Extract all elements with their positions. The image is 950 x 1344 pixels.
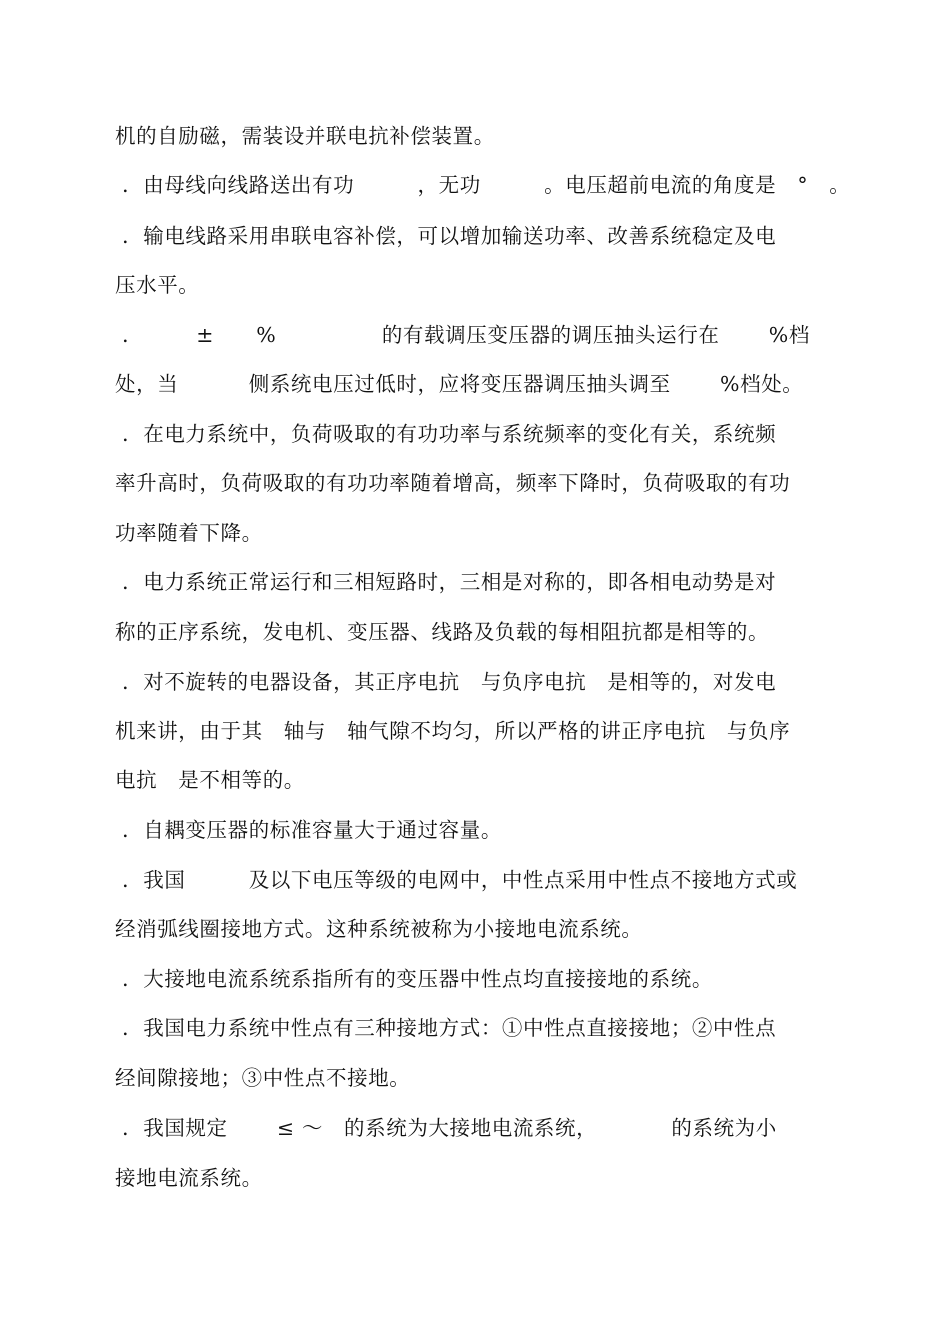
text-line: 机的自励磁，需装设并联电抗补偿装置。 xyxy=(115,124,495,148)
text-line: 经消弧线圈接地方式。这种系统被称为小接地电流系统。 xyxy=(115,917,643,941)
text-line: 处，当 侧系统电压过低时，应将变压器调压抽头调至 %档处。 xyxy=(115,372,804,396)
text-line: ．我国规定 ≤ ～ 的系统为大接地电流系统， 的系统为小 xyxy=(115,1116,777,1140)
text-line: 接地电流系统。 xyxy=(115,1166,263,1190)
text-line: 率升高时，负荷吸取的有功功率随着增高，频率下降时，负荷吸取的有功 xyxy=(115,471,791,495)
text-line: ．我国 及以下电压等级的电网中，中性点采用中性点不接地方式或 xyxy=(115,868,798,892)
text-line: ．大接地电流系统系指所有的变压器中性点均直接接地的系统。 xyxy=(115,967,713,991)
text-line: ．自耦变压器的标准容量大于通过容量。 xyxy=(115,818,502,842)
text-line: ．对不旋转的电器设备，其正序电抗 与负序电抗 是相等的，对发电 xyxy=(115,670,777,694)
text-line: ．我国电力系统中性点有三种接地方式：①中性点直接接地；②中性点 xyxy=(115,1016,777,1040)
text-line: 功率随着下降。 xyxy=(115,521,263,545)
text-line: 称的正序系统，发电机、变压器、线路及负载的每相阻抗都是相等的。 xyxy=(115,620,770,644)
text-line: 机来讲，由于其 轴与 轴气隙不均匀，所以严格的讲正序电抗 与负序 xyxy=(115,719,791,743)
text-line: ．在电力系统中，负荷吸取的有功功率与系统频率的变化有关，系统频 xyxy=(115,422,777,446)
text-line: 经间隙接地；③中性点不接地。 xyxy=(115,1066,411,1090)
text-line: 电抗 是不相等的。 xyxy=(115,768,305,792)
text-line: ．电力系统正常运行和三相短路时，三相是对称的，即各相电动势是对 xyxy=(115,570,777,594)
text-line: ．由母线向线路送出有功 ，无功 。电压超前电流的角度是 ° 。 xyxy=(115,173,851,197)
text-line: 压水平。 xyxy=(115,273,200,297)
text-line: ．输电线路采用串联电容补偿，可以增加输送功率、改善系统稳定及电 xyxy=(115,224,777,248)
text-line: ． ± % 的有载调压变压器的调压抽头运行在 %档 xyxy=(115,323,810,347)
